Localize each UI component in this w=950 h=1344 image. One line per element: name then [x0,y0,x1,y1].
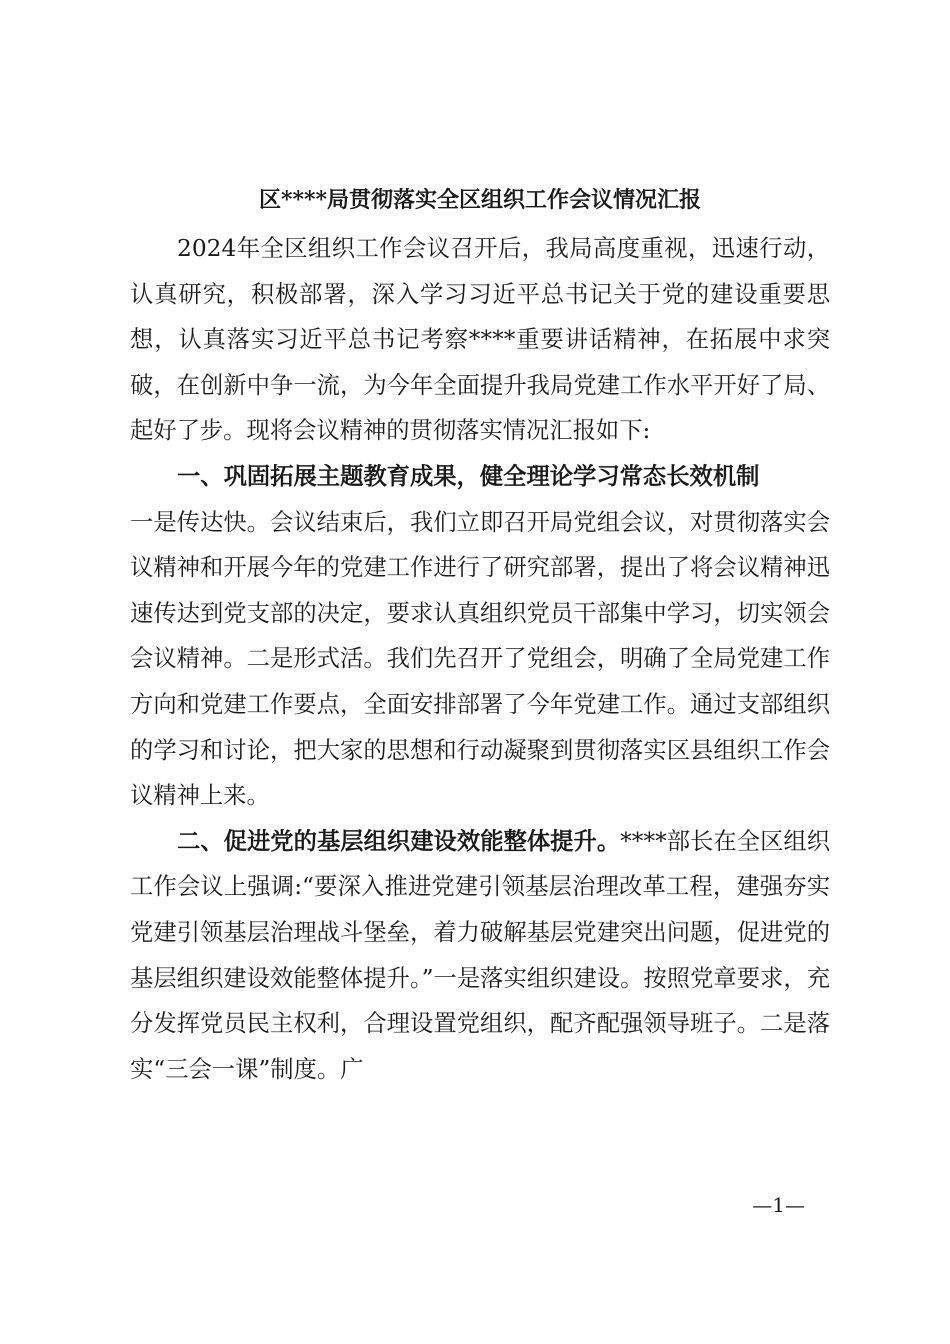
section-1-heading: 一、巩固拓展主题教育成果，健全理论学习常态长效机制 [177,462,760,490]
section-2-paragraph [130,819,830,1093]
section-2-body: ****部长在全区组织工作会议上强调:“要深入推进党建引领基层治理改革工程，建强夯实党建引领基层治理战斗堡垒，着力破解基层党建突出问题，促进党的基层组织建设效能整体提升。”一是落实组织建设。按照党章要求，充分发挥党员民主权利，合理设置党组织，配齐配强领导班子。二是落实“三会一课”制度。广 [130,827,831,1083]
document-body [130,226,830,1092]
intro-paragraph: 2024年全区组织工作会议召开后，我局高度重视，迅速行动，认真研究，积极部署，深入学习习近平总书记关于党的建设重要思想，认真落实习近平总书记考察****重要讲话精神，在拓展中求突破，在创新中争一流，为今年全面提升我局党建工作水平开好了局、起好了步。现将会议精神的贯彻落实情况汇报如下: [130,235,830,445]
document-title: 区****局贯彻落实全区组织工作会议情况汇报 [258,187,702,213]
section-2-heading: 二、促进党的基层组织建设效能整体提升。 [177,827,621,855]
section-1-paragraph: 一是传达快。会议结束后，我们立即召开局党组会议，对贯彻落实会议精神和开展今年的党建工作进行了研究部署，提出了将会议精神迅速传达到党支部的决定，要求认真组织党员干部集中学习，切实领会会议精神。二是形式活。我们先召开了党组会，明确了全局党建工作方向和党建工作要点，全面安排部署了今年党建工作。通过支部组织的学习和讨论，把大家的思想和行动凝聚到贯彻落实区县组织工作会议精神上来。 [130,508,830,810]
page-number: —1— [752,1193,805,1217]
